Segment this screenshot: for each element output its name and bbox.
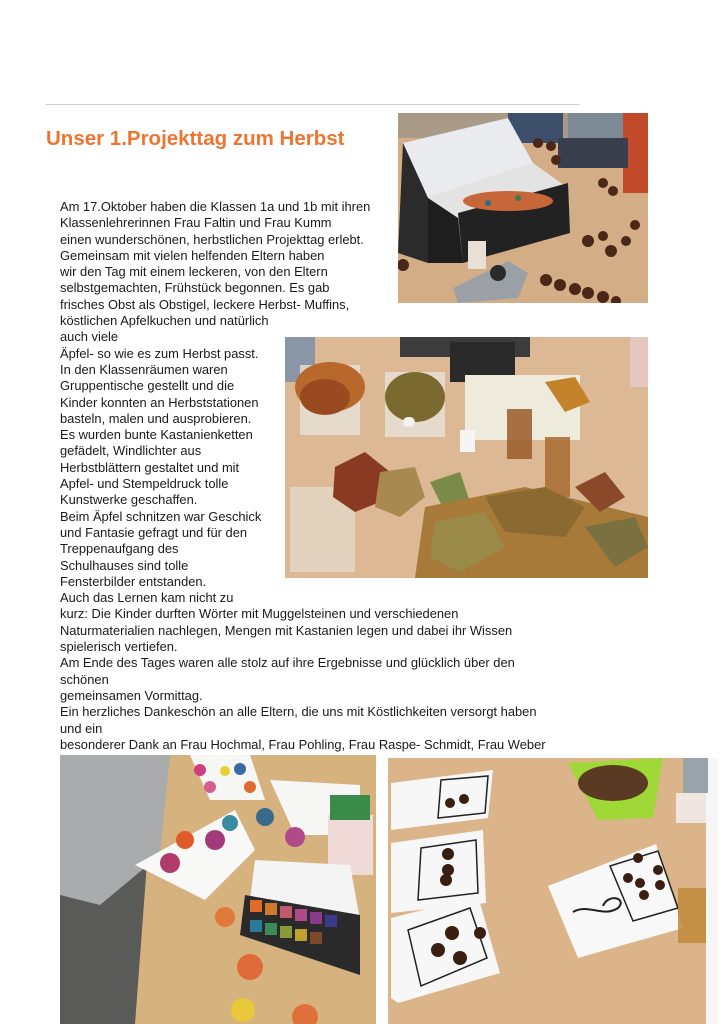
article-body-line: basteln, malen und ausprobieren. [60,410,252,426]
article-body-line: Äpfel- so wie es zum Herbst passt. [60,345,259,361]
article-body-line: Gruppentische gestellt und die [60,378,235,394]
article-body-line: Treppenaufgang des [60,541,179,557]
photo-autumn-leaves [285,337,648,578]
article-body-line: Beim Äpfel schnitzen war Geschick [60,508,262,524]
article-body-line: Auch das Lernen kam nicht zu [60,590,234,606]
article-title: Unser 1.Projekttag zum Herbst [46,127,345,150]
article-body-line: frisches Obst als Obstigel, leckere Herbst- Muffins, [60,296,350,312]
article-body-line: wir den Tag mit einem leckeren, von den Eltern [60,264,328,280]
article-body-line: und ein [60,720,103,736]
article-body-line: Am 17.Oktober haben die Klassen 1a und 1b mit ihren [60,199,371,214]
article-body-line: Ein herzliches Dankeschön an alle Eltern, die uns mit Köstlichkeiten versorgt haben [60,704,537,720]
article-body-line: auch viele [60,329,119,345]
article-body-line: Kunstwerke geschaffen. [60,492,198,508]
article-body-line: Apfel- und Stempeldruck tolle [60,476,229,492]
chestnut-box-image [398,113,648,303]
article-body-line: besonderer Dank an Frau Hochmal, Frau Pohling, Frau Raspe- Schmidt, Frau Weber [60,736,546,752]
photo-chestnut-threading [398,113,648,303]
autumn-leaves-image [285,337,648,578]
apple-stamp-painting-image [60,755,376,1024]
article-body-line: Kinder konnten an Herbststationen [60,394,259,410]
article-body-line: Fensterbilder entstanden. [60,573,207,589]
header-divider [46,104,580,105]
article-body-line: köstlichen Apfelkuchen und natürlich [60,313,269,329]
article-body-line: schönen [60,671,109,687]
photo-chestnut-counting [388,758,718,1024]
photo-apple-stamp-painting [60,755,376,1024]
article-body-line: Schulhauses sind tolle [60,557,189,573]
article-body-line: gefädelt, Windlichter aus [60,443,202,459]
article-body-line: Klassenlehrerinnen Frau Faltin und Frau Kumm [60,215,332,231]
article-body-line: Am Ende des Tages waren alle stolz auf ihre Ergebnisse und glücklich über den [60,655,515,671]
article-body-line: selbstgemachten, Frühstück begonnen. Es gab [60,280,330,296]
article-body-line: In den Klassenräumen waren [60,361,228,377]
article-body-line: kurz: Die Kinder durften Wörter mit Muggelsteinen und verschiedenen [60,606,459,622]
article-body-line: Gemeinsam mit vielen helfenden Eltern haben [60,247,325,263]
article-body-line: und Fantasie gefragt und für den [60,524,248,540]
article-body-line: Naturmaterialien nachlegen, Mengen mit Kastanien legen und dabei ihr Wissen [60,622,513,638]
article-body-line: Herbstblättern gestaltet und mit [60,459,240,475]
article-body-line: spielerisch vertiefen. [60,639,178,655]
article-body-line: gemeinsamen Vormittag. [60,687,203,703]
chestnut-counting-image [388,758,718,1024]
article-body-line: einen wunderschönen, herbstlichen Projekttag erlebt. [60,231,364,247]
article-body-line: Es wurden bunte Kastanienketten [60,427,253,443]
